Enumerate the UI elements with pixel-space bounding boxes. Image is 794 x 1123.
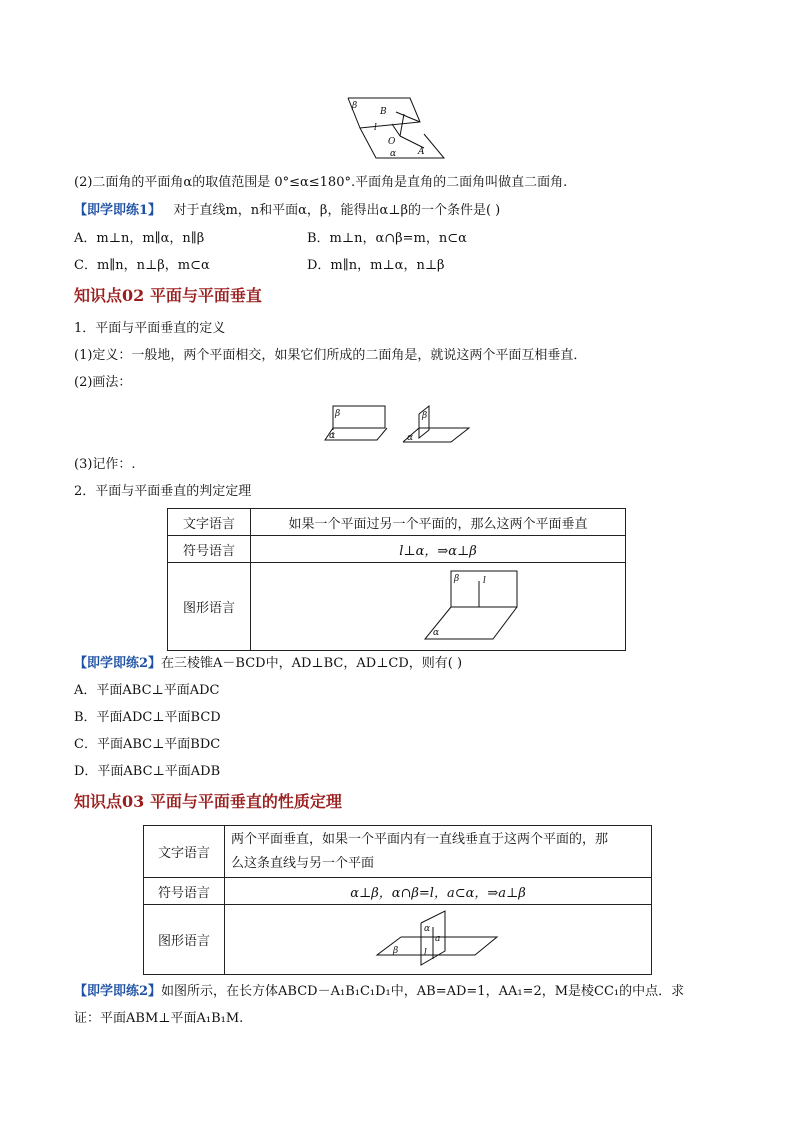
- exercise-1-option-a: A．m⊥n，m∥α，n∥β: [74, 231, 205, 246]
- table2-label: 符号语言: [144, 878, 225, 905]
- table1-fig-beta: β: [454, 574, 460, 584]
- exercise-2-option-a: A．平面ABC⊥平面ADC: [74, 683, 220, 698]
- fig-top-label-A: A: [418, 147, 425, 157]
- section-02-definition: (1)定义：一般地，两个平面相交，如果它们所成的二面角是，就说这两个平面互相垂直．: [74, 348, 587, 363]
- table2-content: α⊥β，α∩β=l，a⊂α，⇒a⊥β: [225, 878, 652, 905]
- paragraph-angle-range: (2)二面角的平面角α的取值范围是 0°≤α≤180°.平面角是直角的二面角叫做直二面角.: [74, 175, 568, 190]
- table1-fig-alpha: α: [433, 628, 440, 638]
- exercise-3-line2: 证：平面ABM⊥平面A₁B₁M.: [74, 1011, 244, 1026]
- table1-fig-l: l: [483, 576, 486, 586]
- exercise-2-option-d: D．平面ABC⊥平面ADB: [74, 764, 221, 779]
- fig-top-label-beta: β: [352, 101, 358, 111]
- exercise-1-question: 对于直线m，n和平面α，β，能得出α⊥β的一个条件是( ): [173, 203, 501, 218]
- exercise-2-option-c: C．平面ABC⊥平面BDC: [74, 737, 221, 752]
- exercise-2-stem: [74, 655, 462, 673]
- exercise-2-option-b: B．平面ADC⊥平面BCD: [74, 710, 221, 725]
- table1-figure-cell: [251, 563, 626, 651]
- table2-fig-a: a: [435, 934, 441, 944]
- table1-figure: [421, 569, 531, 643]
- table1-content: 如果一个平面过另一个平面的，那么这两个平面垂直: [251, 509, 626, 536]
- section-02-notation: (3)记作：.: [74, 457, 136, 472]
- table2-label: 文字语言: [144, 826, 225, 878]
- theorem-table-1: [167, 508, 626, 651]
- table1-row-symbol: [168, 536, 626, 563]
- exercise-1-stem: [74, 202, 500, 220]
- table1-label: 图形语言: [168, 563, 251, 651]
- exercise-3-line1: [74, 983, 684, 1001]
- table2-fig-beta: β: [393, 946, 399, 956]
- fig-top-label-B: B: [380, 107, 387, 117]
- table2-fig-l: l: [424, 948, 427, 958]
- fig-top-label-O: O: [388, 137, 396, 147]
- exercise-2-tag: 【即学即练2】: [74, 656, 162, 671]
- table2-row-text: [144, 826, 652, 878]
- fig-top-label-alpha: α: [390, 149, 397, 159]
- table2-label: 图形语言: [144, 905, 225, 975]
- exercise-3-tag: 【即学即练2】: [74, 984, 162, 999]
- theorem-table-2: [143, 825, 652, 975]
- perpendicular-planes-figure: [323, 404, 473, 446]
- section-02-sub2: 2．平面与平面垂直的判定定理: [74, 484, 252, 499]
- table2-figure: [375, 909, 505, 971]
- fig-mid-right-beta: β: [422, 411, 428, 421]
- table2-figure-cell: [225, 905, 652, 975]
- table2-content-line1: 两个平面垂直，如果一个平面内有一直线垂直于这两个平面的，那: [231, 831, 609, 847]
- table1-label: 文字语言: [168, 509, 251, 536]
- section-02-title: 知识点02 平面与平面垂直: [74, 286, 262, 305]
- table2-row-figure: [144, 905, 652, 975]
- table2-content: [225, 826, 652, 878]
- exercise-1-tag: 【即学即练1】: [74, 203, 162, 218]
- dihedral-angle-figure: [340, 94, 460, 162]
- section-02-sub1: 1．平面与平面垂直的定义: [74, 321, 226, 336]
- exercise-1-option-b: B．m⊥n，α∩β=m，n⊂α: [307, 231, 467, 246]
- table2-row-symbol: [144, 878, 652, 905]
- table1-label: 符号语言: [168, 536, 251, 563]
- exercise-1-option-d: D．m∥n，m⊥α，n⊥β: [307, 258, 445, 273]
- section-02-drawing: (2)画法：: [74, 375, 132, 390]
- table1-row-figure: [168, 563, 626, 651]
- table1-row-text: [168, 509, 626, 536]
- exercise-2-question: 在三棱锥A－BCD中，AD⊥BC，AD⊥CD，则有( ): [161, 656, 463, 671]
- exercise-3-text: 如图所示，在长方体ABCD－A₁B₁C₁D₁中，AB=AD=1，AA₁=2，M是棱CC₁的中点．求: [161, 984, 685, 999]
- fig-top-label-l: l: [374, 123, 377, 133]
- fig-mid-right-alpha: α: [407, 433, 414, 443]
- exercise-1-option-c: C．m∥n，n⊥β，m⊂α: [74, 258, 210, 273]
- fig-mid-left-beta: β: [335, 409, 341, 419]
- table2-content-line2: 么这条直线与另一个平面: [231, 855, 375, 871]
- fig-mid-left-alpha: α: [329, 431, 336, 441]
- section-03-title: 知识点03 平面与平面垂直的性质定理: [74, 792, 342, 811]
- table2-fig-alpha: α: [424, 924, 431, 934]
- table1-content: l⊥α，⇒α⊥β: [251, 536, 626, 563]
